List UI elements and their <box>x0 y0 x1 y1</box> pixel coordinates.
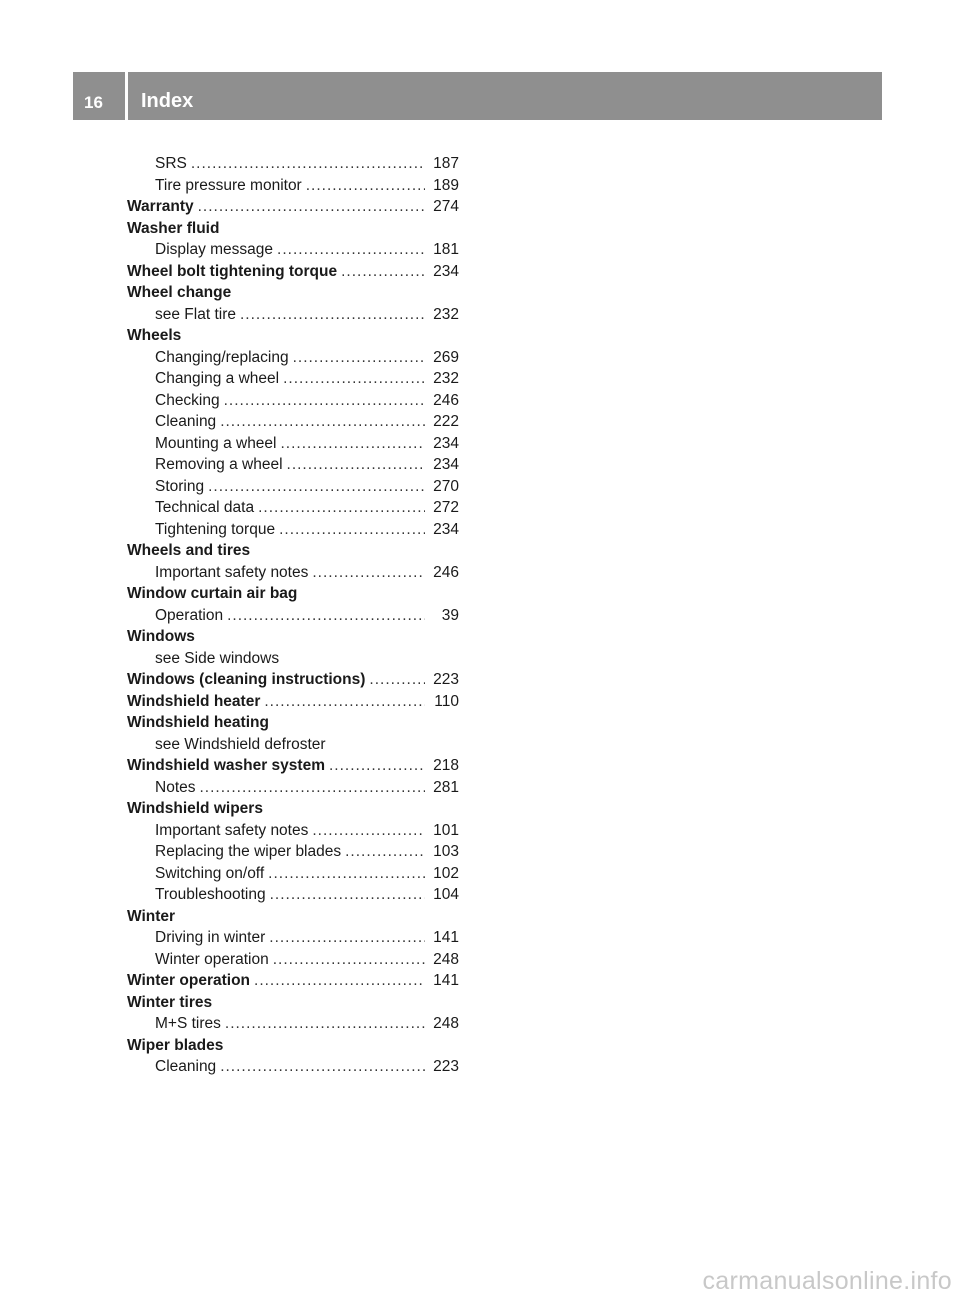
index-entry-main[interactable] <box>127 261 459 283</box>
index-entry-sub[interactable] <box>127 476 459 498</box>
entry-page-number[interactable]: 270 <box>433 477 459 495</box>
entry-page-number[interactable]: 234 <box>433 262 459 280</box>
entry-page-number[interactable]: 181 <box>433 241 459 258</box>
entry-page-number[interactable]: 234 <box>433 434 459 452</box>
dot-leader <box>312 562 425 584</box>
dot-leader <box>268 863 425 885</box>
entry-label: Cleaning <box>155 413 217 430</box>
entry-label: Winter operation <box>155 950 269 968</box>
entry-label: Mounting a wheel <box>155 434 277 452</box>
index-entry-sub[interactable] <box>127 239 459 261</box>
entry-page-number[interactable]: 232 <box>433 370 459 387</box>
dot-leader <box>258 497 425 519</box>
dot-leader <box>208 476 425 498</box>
index-entry-sub[interactable] <box>127 562 459 584</box>
dot-leader <box>269 927 425 949</box>
index-entry-main[interactable] <box>127 669 459 691</box>
index-entry-sub[interactable] <box>127 175 459 197</box>
entry-label: Tightening torque <box>155 520 276 538</box>
entry-label: Replacing the wiper blades <box>155 843 342 860</box>
index-entry-sub[interactable] <box>127 390 459 412</box>
entry-label: see Windshield defroster <box>155 735 326 753</box>
index-entry-sub[interactable] <box>127 1056 459 1078</box>
entry-label: Wheel bolt tightening torque <box>127 262 338 280</box>
entry-label: Notes <box>155 778 196 796</box>
entry-page-number[interactable]: 102 <box>433 864 459 882</box>
entry-label: Changing/replacing <box>155 348 289 366</box>
index-entry-sub[interactable] <box>127 454 459 476</box>
entry-page-number[interactable]: 272 <box>433 499 459 516</box>
index-entry-sub[interactable] <box>127 605 459 627</box>
dot-leader <box>369 669 425 691</box>
dot-leader <box>281 433 426 455</box>
entry-page-number[interactable]: 189 <box>433 176 459 194</box>
index-entry-main <box>127 325 459 347</box>
entry-page-number[interactable]: 101 <box>433 821 459 839</box>
index-entry-main <box>127 540 459 562</box>
entry-page-number[interactable]: 141 <box>433 929 459 946</box>
entry-label: Wheels <box>127 327 182 344</box>
entry-label: M+S tires <box>155 1015 221 1032</box>
entry-page-number[interactable]: 223 <box>433 1058 459 1075</box>
index-entry-main[interactable] <box>127 970 459 992</box>
entry-label: Windshield heater <box>127 692 261 710</box>
entry-page-number[interactable]: 246 <box>433 563 459 581</box>
index-entry-sub <box>127 734 459 756</box>
index-entry-sub[interactable] <box>127 153 459 175</box>
entry-label: Wheels and tires <box>127 542 251 559</box>
dot-leader <box>345 841 425 863</box>
entry-label: Windshield wipers <box>127 800 263 817</box>
index-entry-main <box>127 798 459 820</box>
index-entry-sub[interactable] <box>127 368 459 390</box>
entry-label: Wiper blades <box>127 1036 224 1054</box>
index-entry-sub[interactable] <box>127 777 459 799</box>
entry-label: Technical data <box>155 499 255 516</box>
index-entry-main[interactable] <box>127 196 459 218</box>
dot-leader <box>224 390 425 412</box>
entry-label: Display message <box>155 241 274 258</box>
entry-page-number[interactable]: 234 <box>433 456 459 473</box>
index-entry-sub[interactable] <box>127 949 459 971</box>
index-entry-sub[interactable] <box>127 1013 459 1035</box>
page-number: 16 <box>73 72 125 120</box>
dot-leader <box>254 970 425 992</box>
index-entry-sub[interactable] <box>127 347 459 369</box>
dot-leader <box>283 368 425 390</box>
index-entry-sub[interactable] <box>127 841 459 863</box>
dot-leader <box>341 261 425 283</box>
dot-leader <box>279 519 425 541</box>
entry-label: Storing <box>155 477 205 495</box>
entry-page-number[interactable]: 269 <box>433 348 459 366</box>
entry-label: Driving in winter <box>155 929 266 946</box>
index-entry-main <box>127 992 459 1014</box>
index-entry-sub <box>127 648 459 670</box>
index-entry-sub[interactable] <box>127 927 459 949</box>
entry-label: Wheel change <box>127 284 232 301</box>
index-entry-main <box>127 906 459 928</box>
entry-label: Checking <box>155 391 220 409</box>
index-entry-main[interactable] <box>127 755 459 777</box>
dot-leader <box>220 411 425 433</box>
entry-label: Washer fluid <box>127 219 220 237</box>
dot-leader <box>240 304 425 326</box>
index-entry-sub[interactable] <box>127 497 459 519</box>
entry-label: Important safety notes <box>155 821 309 839</box>
entry-page-number[interactable]: 274 <box>433 198 459 215</box>
index-entry-main <box>127 626 459 648</box>
dot-leader <box>200 777 426 799</box>
entry-page-number[interactable]: 246 <box>433 391 459 409</box>
index-entry-sub[interactable] <box>127 820 459 842</box>
entry-label: Windows <box>127 628 195 645</box>
entry-page-number[interactable]: 232 <box>433 305 459 323</box>
entry-page-number[interactable]: 39 <box>441 606 459 624</box>
index-entry-main <box>127 1035 459 1057</box>
entry-page-number[interactable]: 222 <box>433 413 459 430</box>
entry-label: Winter operation <box>127 972 251 989</box>
entry-label: Windshield heating <box>127 714 269 731</box>
entry-label: Removing a wheel <box>155 456 283 473</box>
entry-label: Tire pressure monitor <box>155 176 302 194</box>
index-entry-main <box>127 583 459 605</box>
entry-page-number[interactable]: 187 <box>433 155 459 172</box>
dot-leader <box>306 175 425 197</box>
entry-label: Windshield washer system <box>127 757 325 774</box>
index-entry-sub[interactable] <box>127 304 459 326</box>
dot-leader <box>220 1056 425 1078</box>
entry-page-number[interactable]: 110 <box>434 692 459 710</box>
index-entry-main <box>127 712 459 734</box>
index-entry-main[interactable] <box>127 691 459 713</box>
index-entry-sub[interactable] <box>127 884 459 906</box>
dot-leader <box>293 347 425 369</box>
index-list <box>127 153 459 1078</box>
section-title: Index <box>128 72 882 120</box>
entry-label: see Side windows <box>155 649 280 667</box>
dot-leader <box>227 605 425 627</box>
entry-page-number[interactable]: 141 <box>433 972 459 989</box>
entry-label: Switching on/off <box>155 864 265 882</box>
dot-leader <box>312 820 425 842</box>
index-entry-sub[interactable] <box>127 519 459 541</box>
entry-page-number[interactable]: 104 <box>433 886 459 903</box>
dot-leader <box>329 755 425 777</box>
entry-label: Winter <box>127 907 176 925</box>
index-entry-sub[interactable] <box>127 411 459 433</box>
dot-leader <box>225 1013 425 1035</box>
index-entry-main <box>127 282 459 304</box>
entry-page-number[interactable]: 248 <box>433 950 459 968</box>
dot-leader <box>198 196 425 218</box>
dot-leader <box>270 884 425 906</box>
entry-label: Window curtain air bag <box>127 585 298 602</box>
dot-leader <box>287 454 425 476</box>
entry-label: Winter tires <box>127 993 213 1011</box>
entry-page-number[interactable]: 281 <box>433 778 459 796</box>
entry-label: Changing a wheel <box>155 370 280 387</box>
entry-label: Important safety notes <box>155 563 309 581</box>
entry-page-number[interactable]: 223 <box>433 671 459 688</box>
page-header <box>73 72 882 120</box>
entry-page-number[interactable]: 218 <box>433 757 459 774</box>
entry-label: Troubleshooting <box>155 886 266 903</box>
entry-label: Windows (cleaning instructions) <box>127 671 366 688</box>
dot-leader <box>277 239 425 261</box>
watermark: carmanualsonline.info <box>702 1267 952 1295</box>
index-entry-main <box>127 218 459 240</box>
entry-label: SRS <box>155 155 187 172</box>
entry-page-number[interactable]: 103 <box>433 843 459 860</box>
dot-leader <box>191 153 425 175</box>
index-entry-sub[interactable] <box>127 863 459 885</box>
entry-page-number[interactable]: 248 <box>433 1015 459 1032</box>
dot-leader <box>273 949 425 971</box>
index-entry-sub[interactable] <box>127 433 459 455</box>
entry-label: Cleaning <box>155 1058 217 1075</box>
entry-page-number[interactable]: 234 <box>433 520 459 538</box>
entry-label: Warranty <box>127 198 194 215</box>
dot-leader <box>264 691 425 713</box>
entry-label: see Flat tire <box>155 305 236 323</box>
entry-label: Operation <box>155 606 224 624</box>
